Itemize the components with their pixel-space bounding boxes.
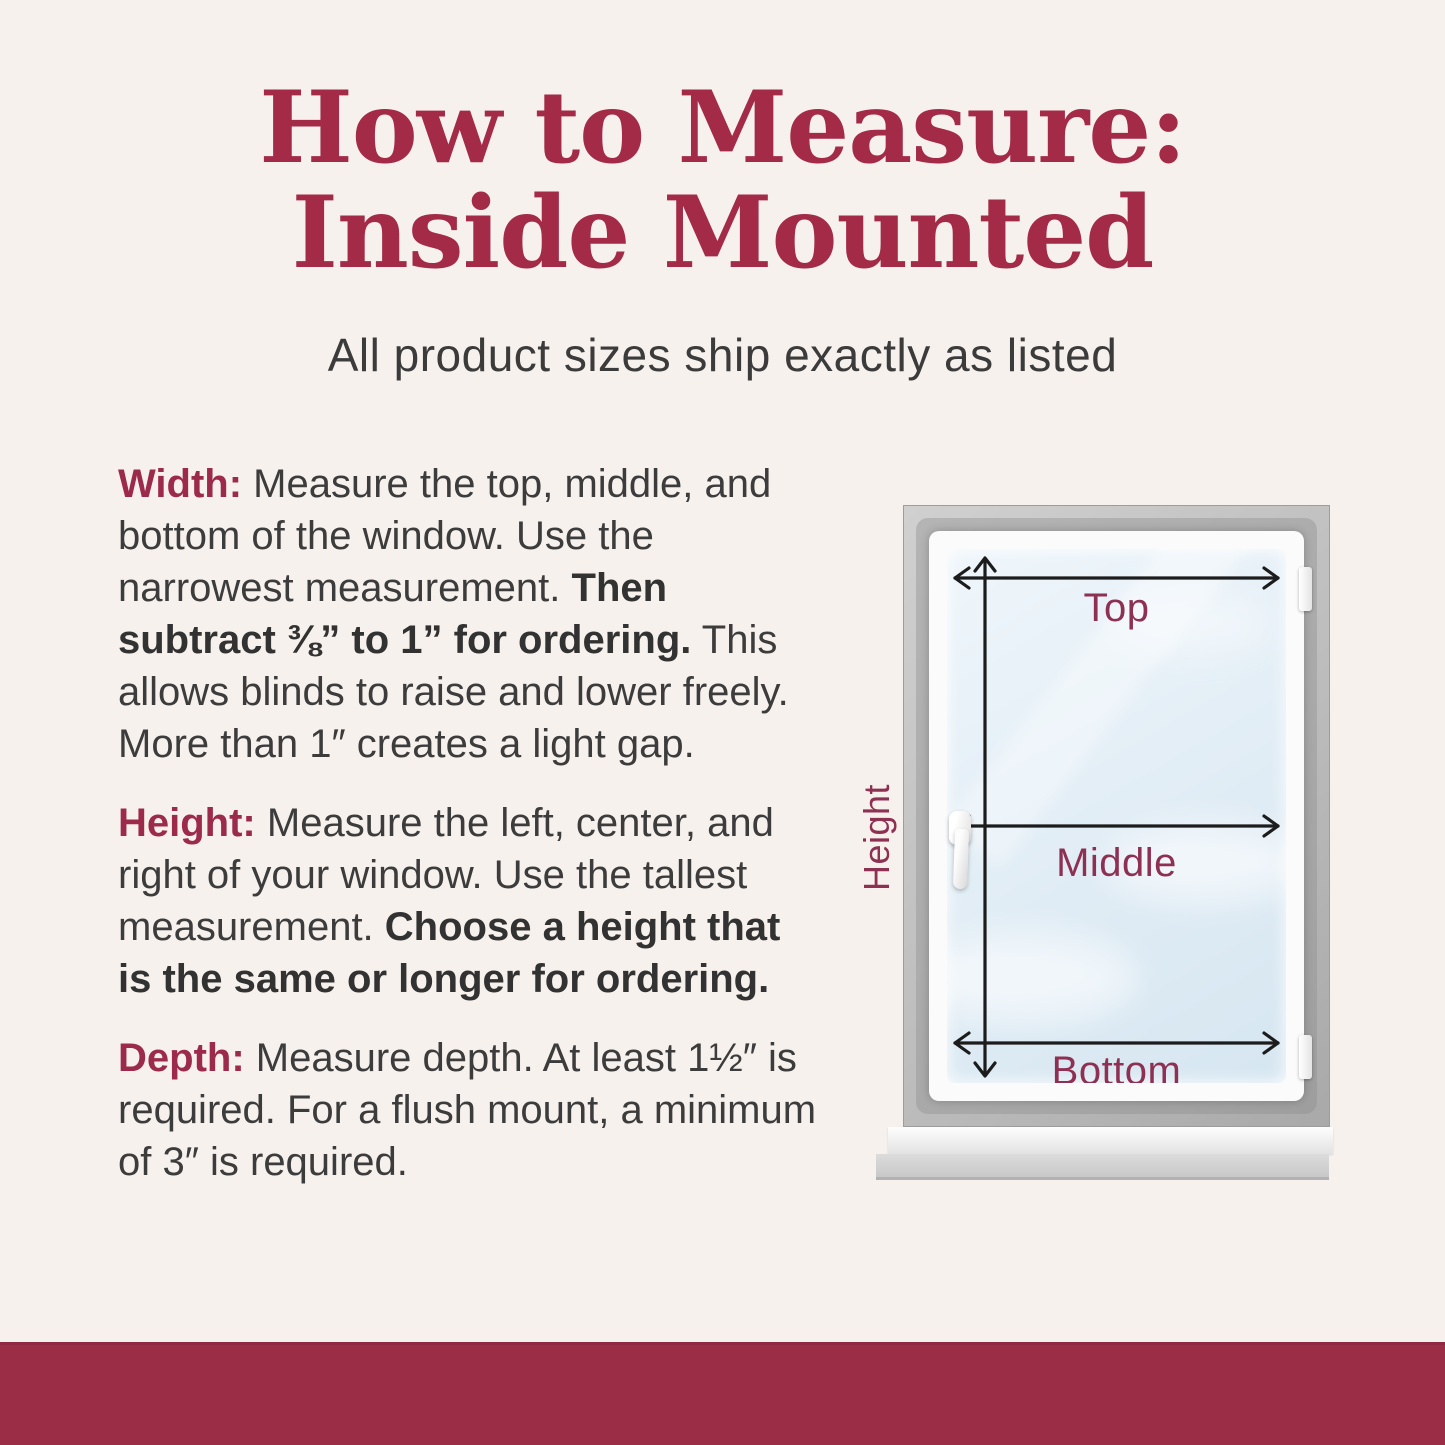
depth-text-1: Measure depth. At least 1½″ is required. For a flush mount, a minimum of 3″ is required. bbox=[118, 1036, 817, 1184]
page-title bbox=[0, 70, 1445, 291]
page-title-line-2: Inside Mounted bbox=[291, 174, 1154, 291]
height-instruction bbox=[118, 797, 823, 1005]
footer-accent-bar bbox=[0, 1342, 1445, 1445]
window-diagram bbox=[856, 505, 1332, 1183]
width-bold-text: Then subtract ⅜” to 1” for ordering. bbox=[118, 566, 692, 662]
window-handle-lever bbox=[953, 829, 969, 889]
instructions-column bbox=[118, 458, 823, 1215]
height-bold-text: Choose a height that is the same or longer for ordering. bbox=[118, 905, 781, 1001]
diagram-top-label: Top bbox=[1083, 586, 1150, 630]
diagram-middle-label: Middle bbox=[1056, 841, 1177, 885]
window-handle bbox=[944, 811, 978, 893]
window-hinge-bottom bbox=[1299, 1035, 1312, 1079]
width-text-2: This allows blinds to raise and lower freely. More than 1″ creates a light gap. bbox=[118, 618, 789, 766]
width-label: Width: bbox=[118, 462, 243, 506]
depth-label: Depth: bbox=[118, 1036, 245, 1080]
window-sill bbox=[876, 1154, 1329, 1180]
window-sash bbox=[929, 531, 1304, 1101]
diagram-height-label: Height bbox=[856, 783, 897, 891]
window-glass bbox=[947, 549, 1286, 1083]
height-label: Height: bbox=[118, 801, 256, 845]
page-title-line-1: How to Measure: bbox=[259, 70, 1186, 186]
depth-instruction bbox=[118, 1032, 823, 1188]
window-stool bbox=[888, 1127, 1333, 1154]
window-hinge-top bbox=[1299, 567, 1312, 611]
width-text-1: Measure the top, middle, and bottom of the window. Use the narrowest measurement. bbox=[118, 462, 772, 610]
page-subtitle: All product sizes ship exactly as listed bbox=[327, 329, 1118, 381]
diagram-bottom-label: Bottom bbox=[1051, 1049, 1182, 1083]
height-text-1: Measure the left, center, and right of your window. Use the tallest measurement. bbox=[118, 801, 774, 949]
width-instruction bbox=[118, 458, 823, 770]
